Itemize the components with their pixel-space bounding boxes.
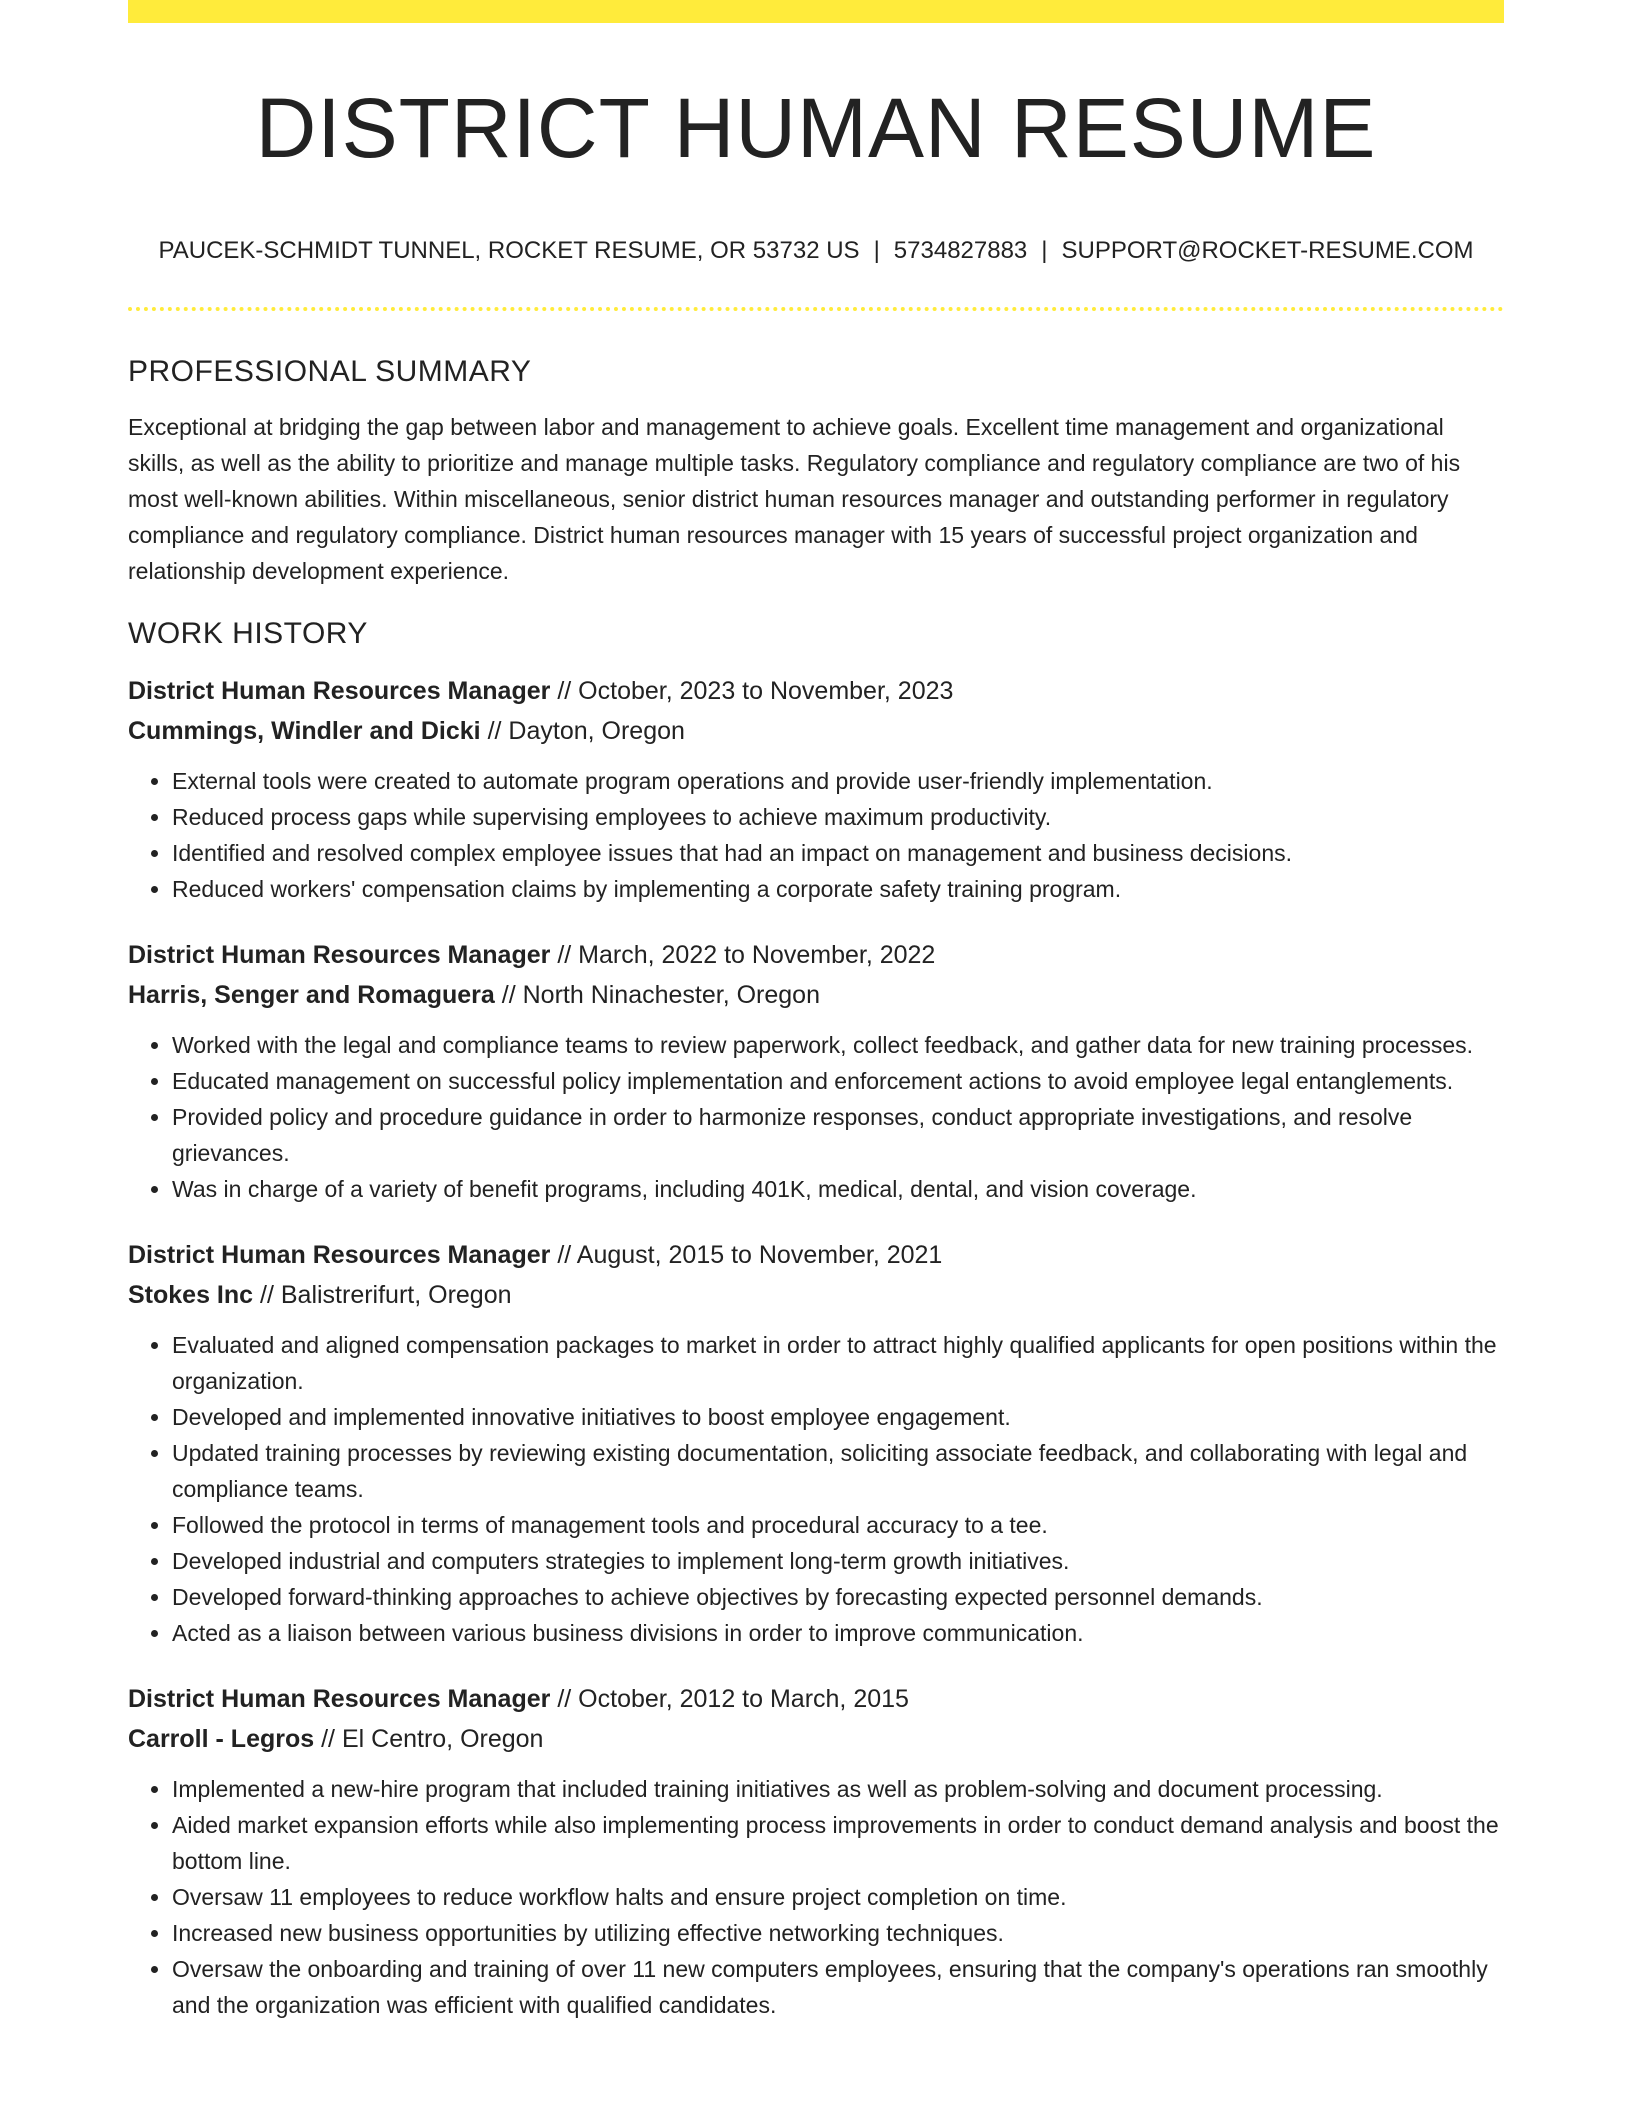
job-divider: // bbox=[557, 941, 572, 969]
job-bullet: • Implemented a new-hire program that included training initiatives as well as problem-solving and document processing. bbox=[172, 1771, 1504, 1807]
job-company: Harris, Senger and Romaguera bbox=[128, 981, 495, 1009]
job-bullet: • External tools were created to automate program operations and provide user-friendly implementation. bbox=[172, 763, 1504, 799]
job-bullet: • Developed forward-thinking approaches to achieve objectives by forecasting expected personnel demands. bbox=[172, 1579, 1504, 1615]
resume-name: DISTRICT HUMAN RESUME bbox=[255, 81, 1377, 175]
job-title-line bbox=[128, 935, 1504, 975]
job-bullet: • Acted as a liaison between various business divisions in order to improve communication. bbox=[172, 1615, 1504, 1651]
job-company: Cummings, Windler and Dicki bbox=[128, 717, 481, 745]
summary-heading: PROFESSIONAL SUMMARY bbox=[128, 355, 532, 388]
job-bullet: • Followed the protocol in terms of management tools and procedural accuracy to a tee. bbox=[172, 1507, 1504, 1543]
job-bullet: • Was in charge of a variety of benefit programs, including 401K, medical, dental, and vision coverage. bbox=[172, 1171, 1504, 1207]
job-entry bbox=[128, 1679, 1504, 2023]
job-location: Balistrerifurt, Oregon bbox=[280, 1281, 512, 1309]
contact-line bbox=[100, 237, 1532, 265]
work-history-heading: WORK HISTORY bbox=[128, 617, 368, 650]
resume-content bbox=[128, 355, 1504, 2051]
job-bullet: • Developed industrial and computers strategies to implement long-term growth initiatives. bbox=[172, 1543, 1504, 1579]
job-bullets bbox=[128, 1027, 1504, 1207]
job-company-line bbox=[128, 711, 1504, 751]
job-divider: // bbox=[321, 1725, 336, 1753]
job-company: Stokes Inc bbox=[128, 1281, 254, 1309]
job-bullet: • Developed and implemented innovative initiatives to boost employee engagement. bbox=[172, 1399, 1504, 1435]
job-location: El Centro, Oregon bbox=[341, 1725, 544, 1753]
job-company-line bbox=[128, 1719, 1504, 1759]
job-title: District Human Resources Manager bbox=[128, 1685, 551, 1713]
dotted-divider bbox=[128, 307, 1504, 311]
job-dates: October, 2012 to March, 2015 bbox=[578, 1685, 909, 1713]
job-company: Carroll - Legros bbox=[128, 1725, 315, 1753]
job-divider: // bbox=[557, 677, 572, 705]
job-dates: October, 2023 to November, 2023 bbox=[578, 677, 954, 705]
job-bullet: • Provided policy and procedure guidance in order to harmonize responses, conduct appropriate investigations, and resolve grievances. bbox=[172, 1099, 1504, 1171]
job-divider: // bbox=[487, 717, 502, 745]
contact-phone: 5734827883 bbox=[893, 237, 1028, 264]
job-bullet: • Oversaw 11 employees to reduce workflow halts and ensure project completion on time. bbox=[172, 1879, 1504, 1915]
job-bullet: • Aided market expansion efforts while also implementing process improvements in order to conduct demand analysis and boost the bottom line. bbox=[172, 1807, 1504, 1879]
job-entry bbox=[128, 935, 1504, 1207]
contact-separator: | bbox=[873, 237, 880, 264]
accent-top-bar bbox=[128, 0, 1504, 23]
job-bullets bbox=[128, 1327, 1504, 1651]
job-divider: // bbox=[501, 981, 516, 1009]
job-title-line bbox=[128, 671, 1504, 711]
job-title: District Human Resources Manager bbox=[128, 1241, 551, 1269]
job-location: Dayton, Oregon bbox=[508, 717, 685, 745]
contact-separator: | bbox=[1041, 237, 1048, 264]
summary-text: Exceptional at bridging the gap between labor and management to achieve goals. Excellent time management and organizational skills, as well as the ability to prioritize and manage multiple tasks. Regulatory compliance and regulatory compliance are two of his most well-known abilities. Within miscellaneous, senior district human resources manager and outstanding performer in regulatory compliance and regulatory compliance. District human resources manager with 15 years of successful project organization and relationship development experience. bbox=[128, 414, 1461, 584]
job-entry bbox=[128, 1235, 1504, 1651]
job-entry bbox=[128, 671, 1504, 907]
job-divider: // bbox=[260, 1281, 274, 1309]
job-bullet: • Reduced process gaps while supervising employees to achieve maximum productivity. bbox=[172, 799, 1504, 835]
job-title: District Human Resources Manager bbox=[128, 677, 551, 705]
job-bullet: • Worked with the legal and compliance teams to review paperwork, collect feedback, and gather data for new training processes. bbox=[172, 1027, 1504, 1063]
job-title: District Human Resources Manager bbox=[128, 941, 551, 969]
job-bullet: • Evaluated and aligned compensation packages to market in order to attract highly qualified applicants for open positions within the organization. bbox=[172, 1327, 1504, 1399]
job-bullet: • Increased new business opportunities by utilizing effective networking techniques. bbox=[172, 1915, 1504, 1951]
work-history-section bbox=[128, 617, 1504, 2023]
job-bullets bbox=[128, 1771, 1504, 2023]
job-divider: // bbox=[557, 1685, 572, 1713]
job-bullet: • Educated management on successful policy implementation and enforcement actions to avoid employee legal entanglements. bbox=[172, 1063, 1504, 1099]
contact-address: PAUCEK-SCHMIDT TUNNEL, ROCKET RESUME, OR 53732 US bbox=[158, 237, 860, 264]
contact-email: SUPPORT@ROCKET-RESUME.COM bbox=[1061, 237, 1474, 264]
job-title-line bbox=[128, 1679, 1504, 1719]
job-bullet: • Updated training processes by reviewing existing documentation, soliciting associate feedback, and collaborating with legal and compliance teams. bbox=[172, 1435, 1504, 1507]
job-location: North Ninachester, Oregon bbox=[522, 981, 820, 1009]
job-title-line bbox=[128, 1235, 1504, 1275]
job-divider: // bbox=[557, 1241, 572, 1269]
job-dates: March, 2022 to November, 2022 bbox=[578, 941, 936, 969]
job-bullets bbox=[128, 763, 1504, 907]
job-company-line bbox=[128, 1275, 1504, 1315]
job-bullet: • Oversaw the onboarding and training of over 11 new computers employees, ensuring that the company's operations ran smoothly and the organization was efficient with qualified candidates. bbox=[172, 1951, 1504, 2023]
job-company-line bbox=[128, 975, 1504, 1015]
summary-section bbox=[128, 355, 1504, 589]
job-bullet: • Reduced workers' compensation claims by implementing a corporate safety training program. bbox=[172, 871, 1504, 907]
job-dates: August, 2015 to November, 2021 bbox=[576, 1241, 943, 1269]
job-bullet: • Identified and resolved complex employee issues that had an impact on management and business decisions. bbox=[172, 835, 1504, 871]
